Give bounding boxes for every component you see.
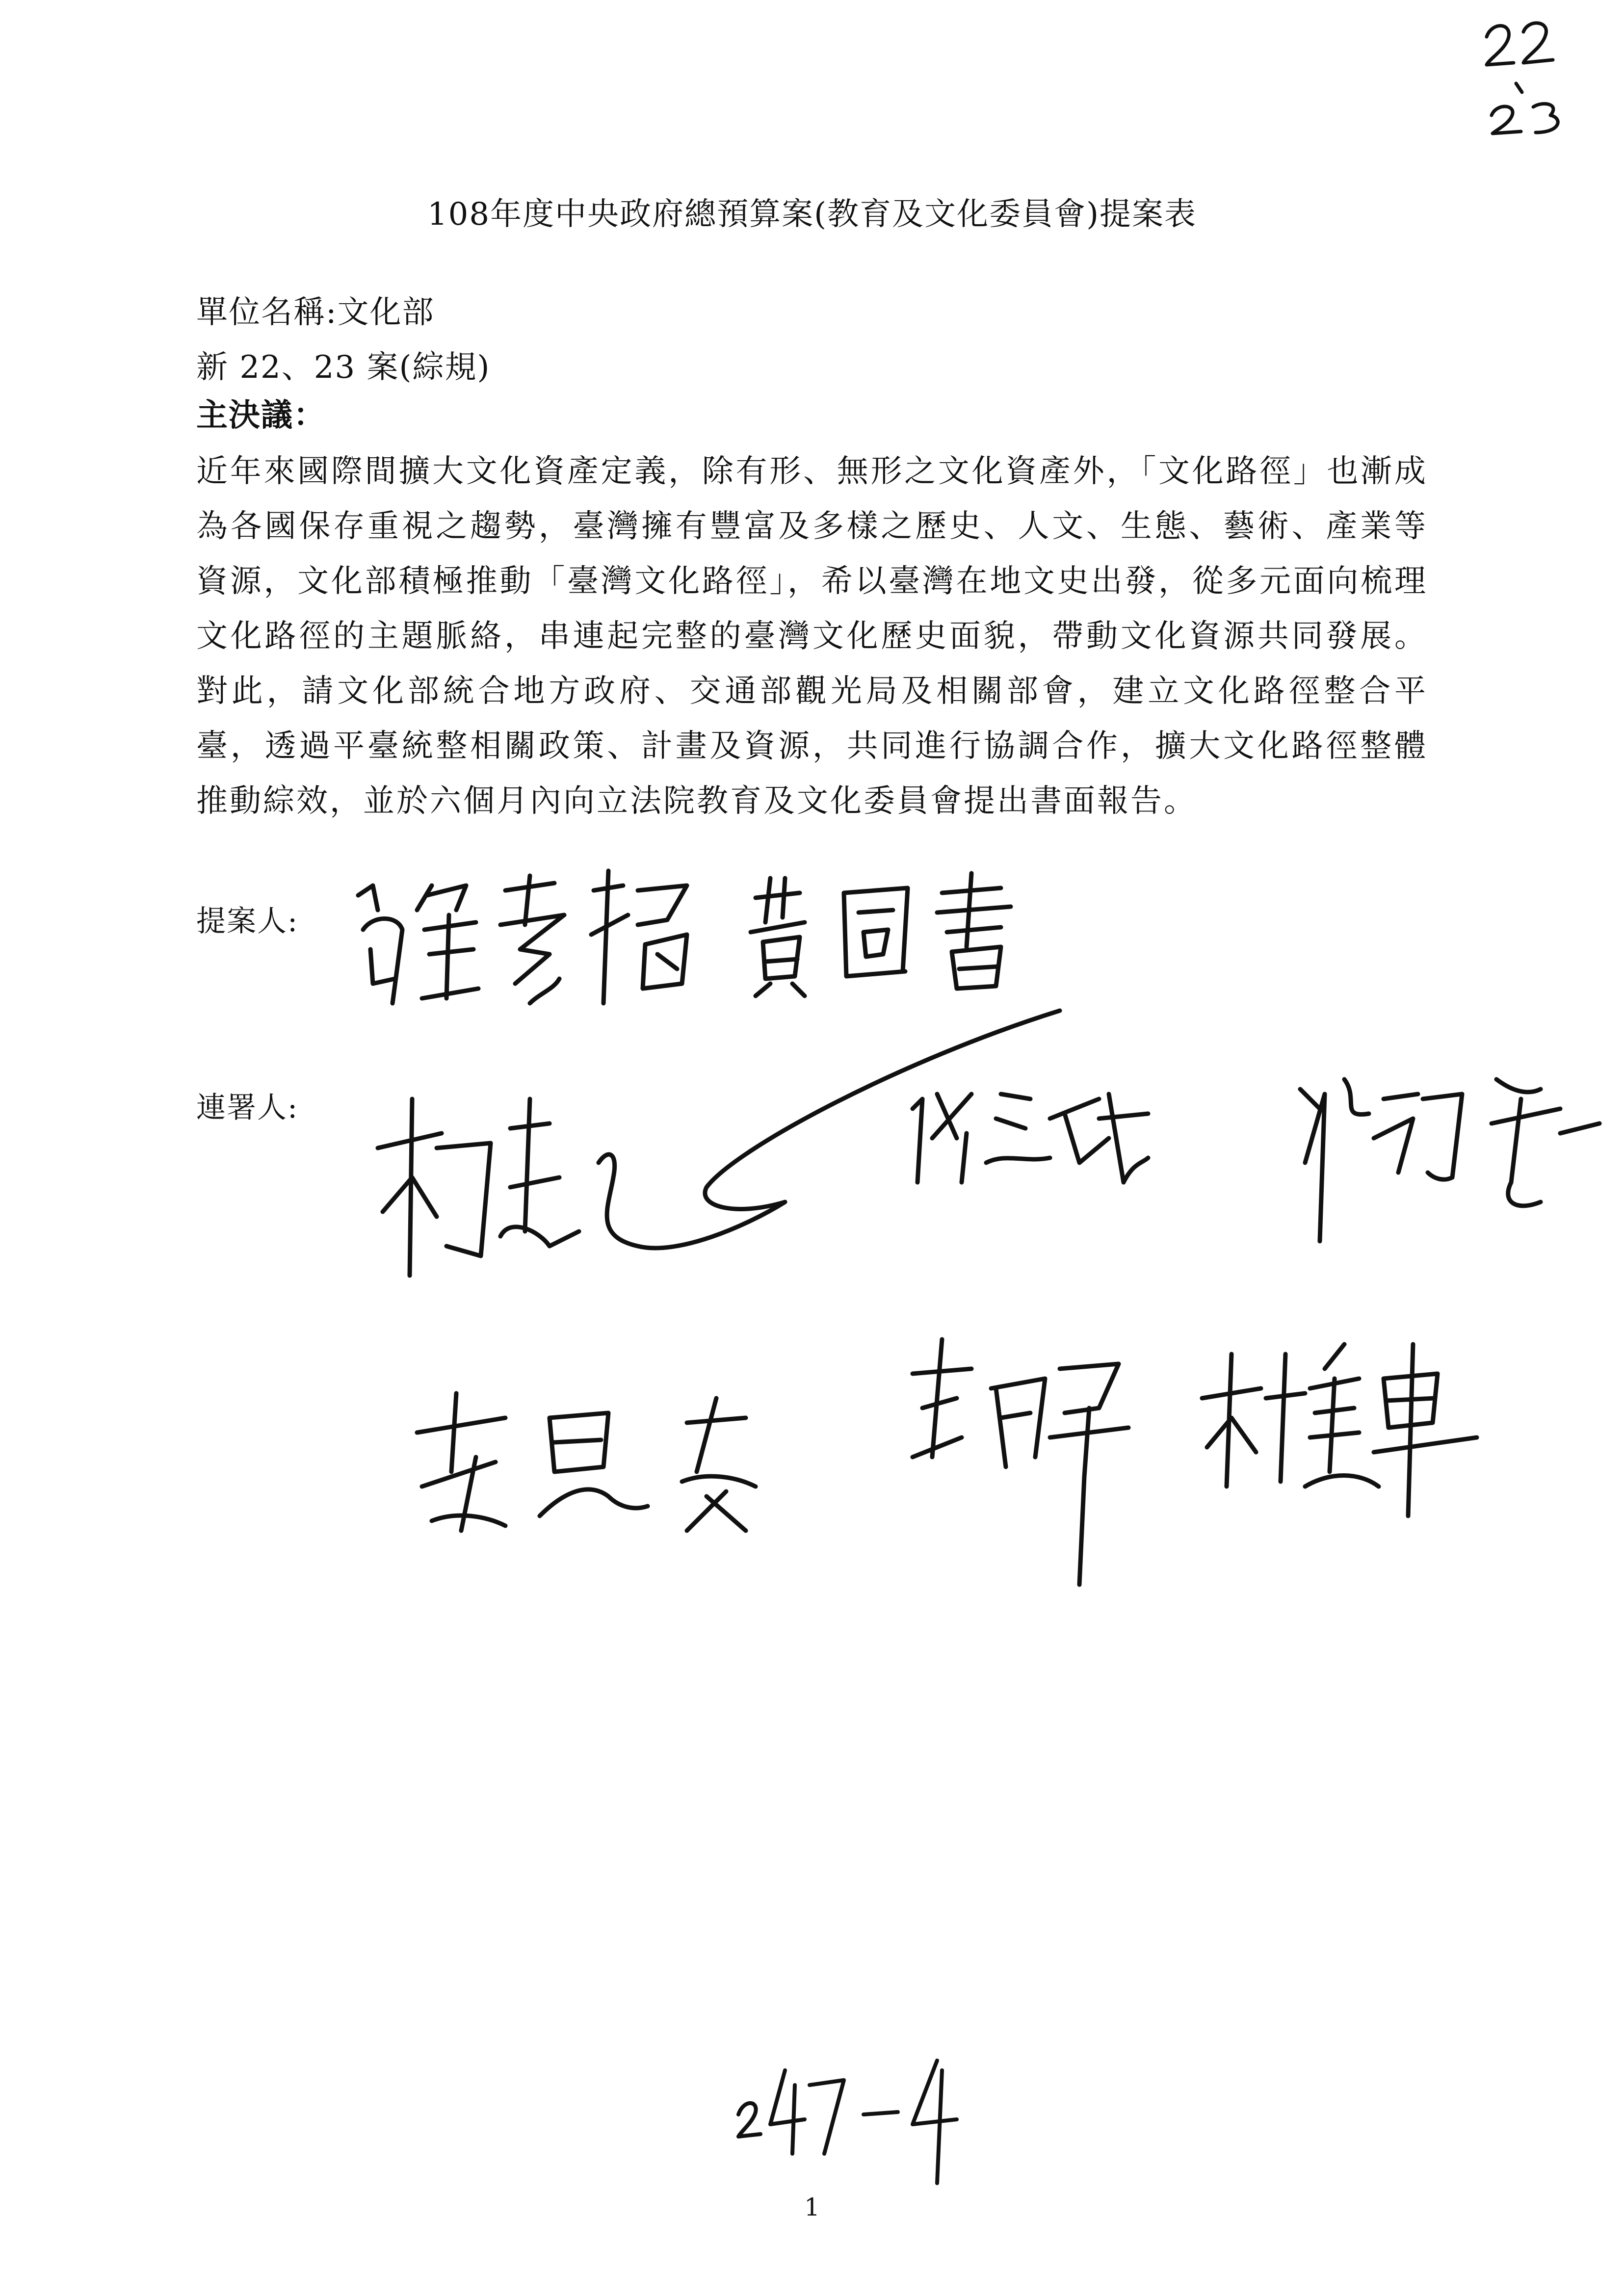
cosigner-signature-4 — [402, 1374, 775, 1540]
proposer-signature-1-drawing — [343, 856, 697, 1013]
cosigner-signature-2 — [903, 1065, 1217, 1226]
handwritten-corner-note-drawing — [1477, 10, 1604, 137]
cosigner-signature-2-drawing — [903, 1065, 1217, 1226]
cosigner-signature-5 — [903, 1330, 1138, 1594]
main-resolution-body — [196, 444, 1428, 829]
proposers-label: 提案人: — [196, 904, 299, 939]
proposer-signature-1 — [343, 856, 697, 1013]
handwritten-corner-note — [1477, 10, 1604, 137]
unit-label: 單位名稱: — [196, 294, 338, 331]
handwritten-page-note — [731, 2041, 962, 2188]
handwritten-page-note-drawing — [731, 2041, 962, 2188]
proposer-signature-2 — [736, 863, 1030, 1001]
cosigner-signature-6 — [1197, 1325, 1482, 1521]
unit-value: 文化部 — [337, 294, 435, 331]
cosigners-label: 連署人: — [196, 1091, 299, 1125]
cosigner-signature-5-drawing — [903, 1330, 1138, 1594]
cosigner-signature-3-drawing — [1285, 1055, 1609, 1261]
proposer-signature-2-drawing — [736, 863, 1030, 1001]
cosigner-signature-4-drawing — [402, 1374, 775, 1540]
unit-line — [196, 287, 435, 332]
page-number: 1 — [804, 2193, 820, 2221]
main-resolution-text: 近年來國際間擴大文化資產定義，除有形、無形之文化資產外，「文化路徑」也漸成為各國保存重視之趨勢，臺灣擁有豐富及多樣之歷史、人文、生態、藝術、產業等資源，文化部積極推動「臺灣文化路徑」，希以臺灣在地文史出發，從多元面向梳理文化路徑的主題脈絡，串連起完整的臺灣文化歷史面貌，帶動文化資源共同發展。對此，請文化部統合地方政府、交通部觀光局及相關部會，建立文化路徑整合平臺，透過平臺統整相關政策、計畫及資源，共同進行協調合作，擴大文化路徑整體推動綜效，並於六個月內向立法院教育及文化委員會提出書面報告。 — [196, 453, 1428, 819]
main-resolution-label: 主決議： — [196, 397, 326, 434]
cosigner-signature-6-drawing — [1197, 1325, 1482, 1521]
case-number: 新 22、23 案(綜規) — [196, 349, 491, 386]
page-title: 108年度中央政府總預算案(教育及文化委員會)提案表 — [427, 196, 1197, 233]
cosigner-signature-3 — [1285, 1055, 1609, 1261]
